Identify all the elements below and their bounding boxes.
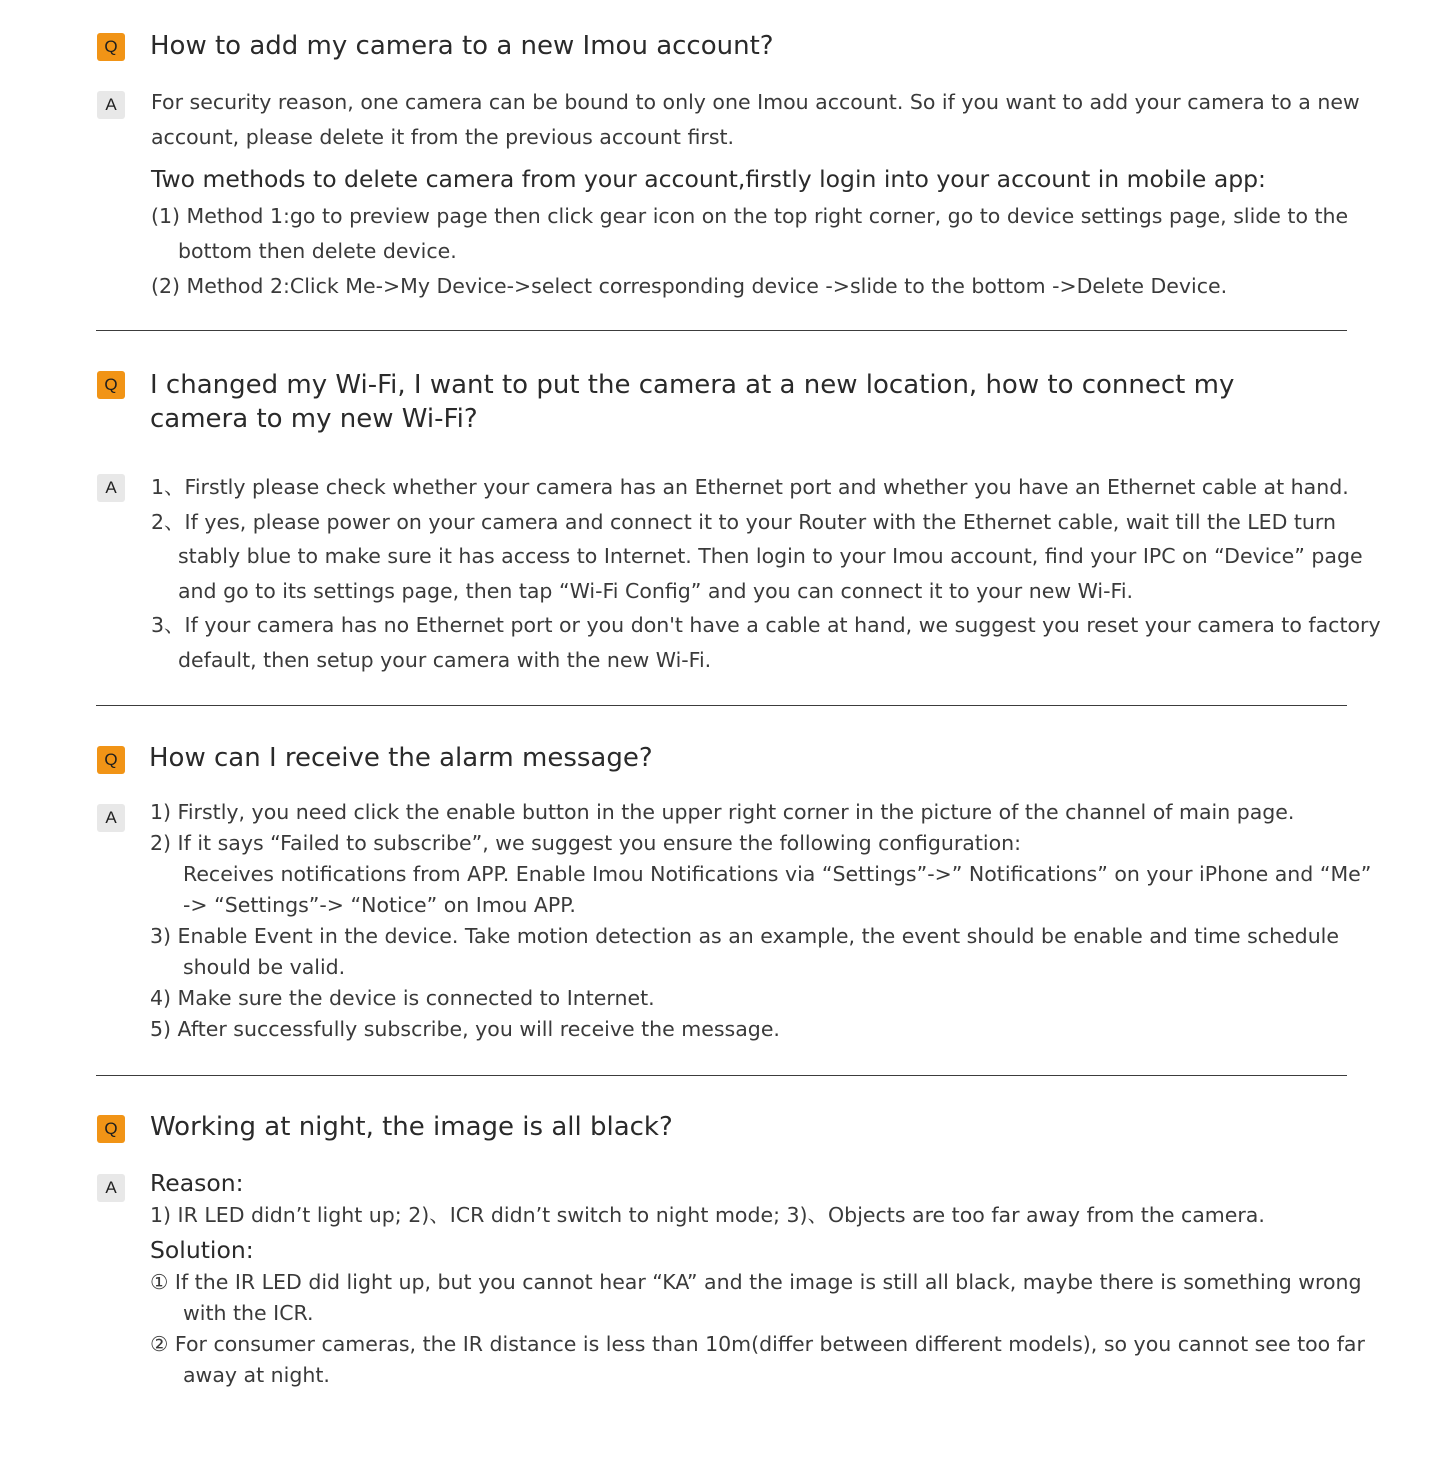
answer-subheading: Solution: <box>150 1236 254 1264</box>
question-badge: Q <box>97 33 125 61</box>
answer-line: default, then setup your camera with the new Wi-Fi. <box>178 648 712 672</box>
answer-line: 2、If yes, please power on your camera and connect it to your Router with the Ethernet cable, wait till the LED turn <box>151 510 1336 534</box>
answer-line: 2) If it says “Failed to subscribe”, we suggest you ensure the following configuration: <box>150 831 1022 855</box>
answer-line: (1) Method 1:go to preview page then click gear icon on the top right corner, go to device settings page, slide to the <box>151 204 1349 228</box>
answer-line: with the ICR. <box>183 1301 314 1325</box>
answer-line: should be valid. <box>183 955 346 979</box>
answer-line: 3) Enable Event in the device. Take motion detection as an example, the event should be enable and time schedule <box>150 924 1339 948</box>
answer-badge: A <box>97 1174 125 1202</box>
answer-line: ① If the IR LED did light up, but you cannot hear “KA” and the image is still all black, maybe there is something wrong <box>150 1270 1362 1294</box>
answer-line: -> “Settings”-> “Notice” on Imou APP. <box>183 893 576 917</box>
section-divider <box>96 330 1347 331</box>
answer-line: (2) Method 2:Click Me->My Device->select corresponding device ->slide to the bottom ->Delete Device. <box>151 274 1228 298</box>
answer-line: and go to its settings page, then tap “Wi-Fi Config” and you can connect it to your new Wi-Fi. <box>178 579 1134 603</box>
answer-badge: A <box>97 474 125 502</box>
answer-line: 1) IR LED didn’t light up; 2)、ICR didn’t switch to night mode; 3)、Objects are too far away from the camera. <box>150 1203 1265 1227</box>
answer-line: 5) After successfully subscribe, you will receive the message. <box>150 1017 780 1041</box>
question-title: How to add my camera to a new Imou account? <box>150 31 774 61</box>
answer-subheading: Reason: <box>150 1169 244 1197</box>
question-title: I changed my Wi-Fi, I want to put the camera at a new location, how to connect my camera to my new Wi-Fi? <box>150 370 1235 434</box>
answer-line: away at night. <box>183 1363 330 1387</box>
answer-line: 4) Make sure the device is connected to Internet. <box>150 986 655 1010</box>
answer-badge: A <box>97 804 125 832</box>
answer-badge: A <box>97 91 125 119</box>
answer-line: account, please delete it from the previous account first. <box>151 125 735 149</box>
answer-line: 1) Firstly, you need click the enable button in the upper right corner in the picture of the channel of main page. <box>150 800 1295 824</box>
answer-subheading: Two methods to delete camera from your account,firstly login into your account in mobile app: <box>151 165 1266 193</box>
section-divider <box>96 705 1347 706</box>
question-title: Working at night, the image is all black? <box>150 1112 673 1142</box>
section-divider <box>96 1075 1347 1076</box>
question-badge: Q <box>97 1115 125 1143</box>
answer-line: 1、Firstly please check whether your camera has an Ethernet port and whether you have an Ethernet cable at hand. <box>151 475 1349 499</box>
question-badge: Q <box>97 371 125 399</box>
question-badge: Q <box>97 746 125 774</box>
answer-line: For security reason, one camera can be bound to only one Imou account. So if you want to add your camera to a new <box>151 90 1360 114</box>
answer-line: Receives notifications from APP. Enable Imou Notifications via “Settings”->” Notifications” on your iPhone and “Me” <box>183 862 1372 886</box>
answer-line: stably blue to make sure it has access to Internet. Then login to your Imou account, find your IPC on “Device” page <box>178 544 1363 568</box>
answer-line: ② For consumer cameras, the IR distance is less than 10m(differ between different models), so you cannot see too far <box>150 1332 1365 1356</box>
answer-line: bottom then delete device. <box>178 239 457 263</box>
answer-line: 3、If your camera has no Ethernet port or you don't have a cable at hand, we suggest you reset your camera to factory <box>151 613 1381 637</box>
question-title: How can I receive the alarm message? <box>149 743 653 773</box>
